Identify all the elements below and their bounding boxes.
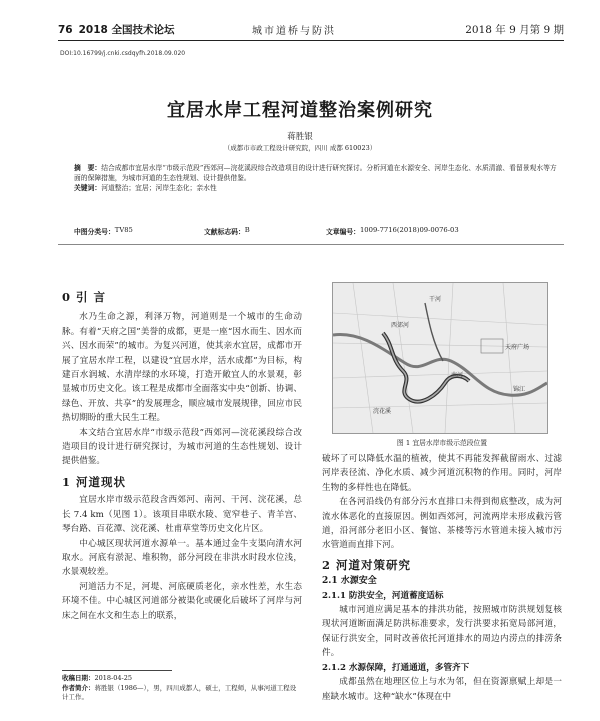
- map-label-jinjiang: 锦江: [513, 386, 526, 393]
- section-1-paragraph-1: 宜居水岸市级示范段含西郊河、南河、干河、浣花溪，总长 7.4 km（见图 1）。该项目串联水陵、宽窄巷子、青羊宫、琴台路、百花潭、浣花溪、杜甫草堂等历史文化片区。: [62, 495, 302, 535]
- abstract: [74, 163, 558, 193]
- keywords-label: 关键词：: [74, 184, 102, 192]
- figure-1-map: [332, 282, 548, 434]
- intro-paragraph-2: 本文结合宜居水岸“市级示范段”西郊河—浣花溪段综合改造项目的设计进行研究探讨，为城市河道的生态性规划、设计提供借鉴。: [62, 427, 302, 467]
- right-column: [322, 452, 562, 704]
- running-header: [0, 22, 600, 42]
- river-map-graphic: [333, 283, 547, 433]
- journal-header: [58, 22, 175, 37]
- article-title: 宜居水岸工程河道整治案例研究: [167, 100, 433, 121]
- map-label-ganhe: 干河: [429, 296, 442, 303]
- map-label-xijiao: 西郊河: [391, 322, 410, 329]
- section-2-1-1-heading: 2.1.1 防洪安全，河道蓄度适标: [322, 590, 444, 601]
- abstract-label: 摘 要：: [74, 164, 102, 172]
- doc-code-value: B: [244, 226, 250, 234]
- footnote: [62, 674, 302, 703]
- doc-code-label: 文献标志码：: [204, 228, 245, 236]
- issue-info: 2018 年 9 月第 9 期: [465, 24, 564, 36]
- author-name: 蒋胜银: [287, 132, 313, 142]
- author-affiliation: （成都市市政工程设计研究院，四川 成都 610023）: [223, 144, 377, 152]
- journal-name: 2018 全国技术论坛: [78, 24, 175, 36]
- section-1-heading: 1 河道现状: [62, 474, 127, 489]
- intro-heading: 0 引 言: [62, 290, 107, 304]
- section-name: 城市道桥与防洪: [252, 26, 336, 37]
- intro-paragraph-1: 水乃生命之源，利泽万物，河道则是一个城市的生命动脉。有着“天府之国”美誉的成都，更是一座“因水而生、因水而兴、因水而荣”的城市。为复兴河道，使其亲水宜居，成都市开展了宜居水岸工程，以建设“宜居水岸，活水成都”为目标，构建百水润城、水清岸绿的水环境，打造开敞宜人的水景观，彰显城市历史文化。该工程是成都市全面落实中央“创新、协调、绿色、开放、共享”的发展理念，顺应城市发展规律，回应市民热切期盼的重大民生工程。: [62, 312, 302, 424]
- keywords-text: 河道整治；宜居；河岸生态化；亲水性: [101, 184, 217, 192]
- map-label-huanhuaxi: 浣花溪: [373, 408, 392, 415]
- section-2-1-2-heading: 2.1.2 水源保障，打通通道，多管齐下: [322, 662, 470, 673]
- header-rule: [58, 40, 564, 41]
- left-column: [62, 290, 302, 623]
- abstract-rule: [58, 244, 564, 245]
- section-2-1-2-paragraph: 成都虽然在地理区位上与水为邻，但在资源禀赋上却是一座缺水城市。这种“缺水”体现在中: [322, 677, 562, 702]
- footnote-rule: [62, 670, 172, 671]
- received-value: 2018-04-25: [94, 674, 132, 682]
- map-label-nanhe: 南河: [451, 372, 464, 379]
- doi: DOI:10.16799/j.cnki.csdqyfh.2018.09.020: [60, 50, 186, 57]
- section-1-paragraph-4: 在各河沿线仍有部分污水直排口未得到彻底整改，成为河流水体恶化的直接原因。例如西郊河，河流两岸未形成截污管道，沿河部分老旧小区、餐馆、茶楼等污水管道未接入城市污水管道而直排下河。: [322, 497, 562, 551]
- page-number: 76: [58, 24, 73, 36]
- article-no-label: 文章编号：: [326, 228, 360, 236]
- clc-label: 中图分类号：: [74, 228, 115, 236]
- author-bio-value: 蒋胜银（1986—），男，四川成都人，硕士，工程师，从事河道工程设计工作。: [62, 683, 297, 701]
- section-2-heading: 2 河道对策研究: [322, 557, 412, 572]
- abstract-text: 结合成都市宜居水岸“市级示范段”西郊河—浣花溪段综合改造项目的设计进行研究探讨。分析河道在水源安全、河岸生态化、水质清澈、看留景观水等方面的保障措施，为城市河道的生态性规划、设计提供借鉴。: [74, 164, 557, 182]
- map-label-tianfu: 天府广场: [505, 344, 530, 351]
- clc-value: TV85: [114, 226, 133, 234]
- received-label: 收稿日期：: [62, 674, 95, 682]
- section-1-paragraph-3: 河道活力不足，河堤、河底硬质老化，亲水性差，水生态环境不佳。中心城区河道部分被渠化或硬化后破坏了河岸与河床之间在水文和生态上的联系，: [62, 581, 302, 621]
- section-2-1-1-paragraph: 城市河道应满足基本的排洪功能，按照城市防洪规划复核现状河道断面满足防洪标准要求，发行洪要求拓宽局部河道，保证行洪安全，同时改善依托河道排水的周边内涝点的排涝条件。: [322, 605, 562, 659]
- figure-1-caption: 图 1 宜居水岸市级示范段位置: [396, 439, 488, 447]
- author-bio-label: 作者简介：: [62, 683, 95, 692]
- section-2-1-heading: 2.1 水源安全: [322, 576, 377, 587]
- continued-paragraph: 破坏了可以降低水温的植被，使其不再能发挥截留雨水、过滤河岸表径流、净化水质、减少河道沉积物的作用。同时，河岸生物的多样性也在降低。: [322, 454, 562, 493]
- article-no-value: 1009-7716(2018)09-0076-03: [359, 226, 459, 234]
- section-1-paragraph-2: 中心城区现状河道水源单一。基本通过金牛支渠向清水河取水。河底有淤泥、堆积物，部分河段在非洪水时段水位浅，水景观较差。: [62, 538, 302, 578]
